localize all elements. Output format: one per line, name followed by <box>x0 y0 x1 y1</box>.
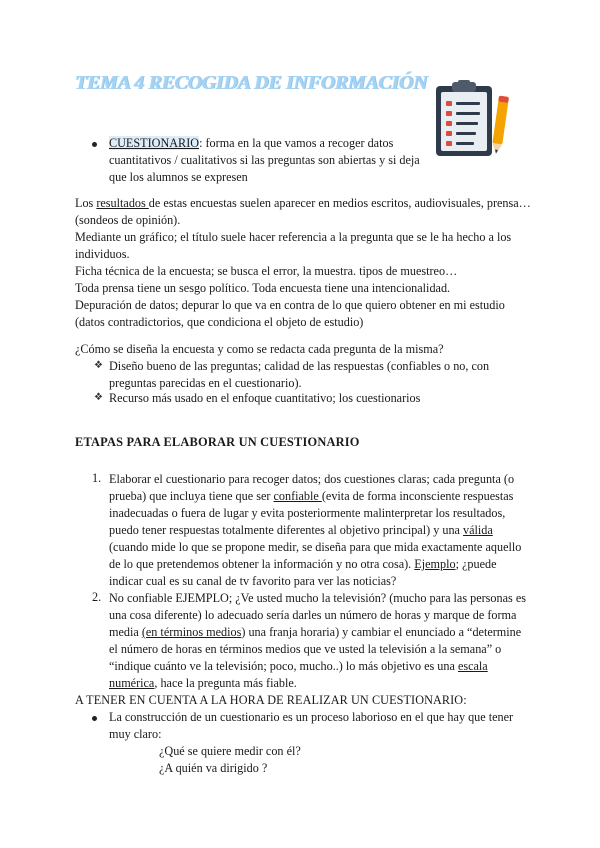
text: puedo tener respuestas totalmente diferentes al objetivo principal) y una <box>109 523 463 537</box>
question-line: ¿A quién va dirigido ? <box>159 761 268 775</box>
text: de estas encuestas suelen aparecer en medios escritos, audiovisuales, prensa… <box>148 196 531 210</box>
underlined-text: numérica <box>109 676 155 690</box>
section-heading: A TENER EN CUENTA A LA HORA DE REALIZAR UN CUESTIONARIO: <box>75 693 467 707</box>
list-line: el número de horas en términos medios que ve usted la televisión a la semana” o <box>109 642 502 656</box>
underlined-text: resultados <box>96 196 149 210</box>
paragraph-line: individuos. <box>75 247 130 261</box>
diamond-item-line: preguntas parecidas en el cuestionario). <box>109 376 302 390</box>
clipboard-checklist-icon <box>432 80 512 160</box>
underlined-text: Ejemplo <box>414 557 456 571</box>
list-line: indicar cual es su canal de tv favorito para ver las noticias? <box>109 574 397 588</box>
paragraph-line: Depuración de datos; depurar lo que va en contra de lo que quiero obtener en mi estudio <box>75 298 505 312</box>
bullet-line: La construcción de un cuestionario es un proceso laborioso en el que hay que tener <box>109 710 514 724</box>
text: , hace la pregunta más fiable. <box>154 676 297 690</box>
text: ; ¿puede <box>455 557 497 571</box>
text: : forma en la que vamos a recoger datos <box>199 136 394 150</box>
list-line <box>109 624 521 641</box>
text: de lo que pretendemos obtener la información y no otra cosa). <box>109 557 415 571</box>
bullet-line: muy claro: <box>109 727 162 741</box>
list-line <box>109 522 493 539</box>
bullet-dot <box>92 142 97 147</box>
underlined-text: válida <box>463 523 493 537</box>
list-number: 2. <box>92 590 102 604</box>
bullet-dot <box>92 716 97 721</box>
paragraph-line: (datos contradictorios, que condiciona el objeto de estudio) <box>75 315 364 329</box>
question-line: ¿Cómo se diseña la encuesta y como se redacta cada pregunta de la misma? <box>75 342 444 356</box>
question-line: ¿Qué se quiere medir con él? <box>159 744 301 758</box>
diamond-item-line: Diseño bueno de las preguntas; calidad de las respuestas (confiables o no, con <box>109 359 490 373</box>
text: prueba) que incluya tiene que ser <box>109 489 274 503</box>
term-cuestionario: CUESTIONARIO <box>109 136 200 150</box>
underlined-text: (en términos medios <box>141 625 242 639</box>
bullet-line <box>109 135 393 152</box>
list-line: No confiable EJEMPLO; ¿Ve usted mucho la televisión? (mucho para las personas es <box>109 591 526 605</box>
list-line <box>109 675 297 692</box>
diamond-item-line: Recurso más usado en el enfoque cuantitativo; los cuestionarios <box>109 391 421 405</box>
list-line: una cosa diferente) lo adecuado sería darles un número de horas y marque de forma <box>109 608 517 622</box>
text: ) una franja horaria) y cambiar el enunciado a “determine <box>241 625 522 639</box>
page-title: TEMA 4 RECOGIDA DE INFORMACIÓN <box>75 72 428 94</box>
paragraph-line: Ficha técnica de la encuesta; se busca el error, la muestra. tipos de muestreo… <box>75 264 458 278</box>
bullet-line: que los alumnos se expresen <box>109 170 248 184</box>
list-line <box>109 556 497 573</box>
underlined-text: confiable <box>273 489 322 503</box>
section-heading: ETAPAS PARA ELABORAR UN CUESTIONARIO <box>75 435 360 449</box>
text: “indique cuánto ve la televisión; poco, mucho..) lo más objetivo es una <box>109 659 458 673</box>
text: Los <box>75 196 97 210</box>
list-line: inadecuadas o fuera de lugar y evita posteriormente malinterpretar los resultados, <box>109 506 506 520</box>
text: media <box>109 625 142 639</box>
underlined-text: escala <box>457 659 488 673</box>
paragraph-line <box>75 195 531 212</box>
list-line <box>109 658 488 675</box>
paragraph-line: Toda prensa tiene un sesgo político. Toda encuesta tiene una intencionalidad. <box>75 281 451 295</box>
paragraph-line: (sondeos de opinión). <box>75 213 181 227</box>
list-line: Elaborar el cuestionario para recoger datos; dos cuestiones claras; cada pregunta (o <box>109 472 515 486</box>
text: (evita de forma inconsciente respuestas <box>321 489 514 503</box>
bullet-line: cuantitativos / cualitativos si las preguntas son abiertas y si deja <box>109 153 420 167</box>
list-line: (cuando mide lo que se propone medir, se diseña para que mida exactamente aquello <box>109 540 522 554</box>
diamond-bullet-icon: ❖ <box>94 392 103 403</box>
diamond-bullet-icon: ❖ <box>94 360 103 371</box>
list-number: 1. <box>92 471 102 485</box>
list-line <box>109 488 513 505</box>
paragraph-line: Mediante un gráfico; el título suele hacer referencia a la pregunta que se le ha hecho a los <box>75 230 512 244</box>
